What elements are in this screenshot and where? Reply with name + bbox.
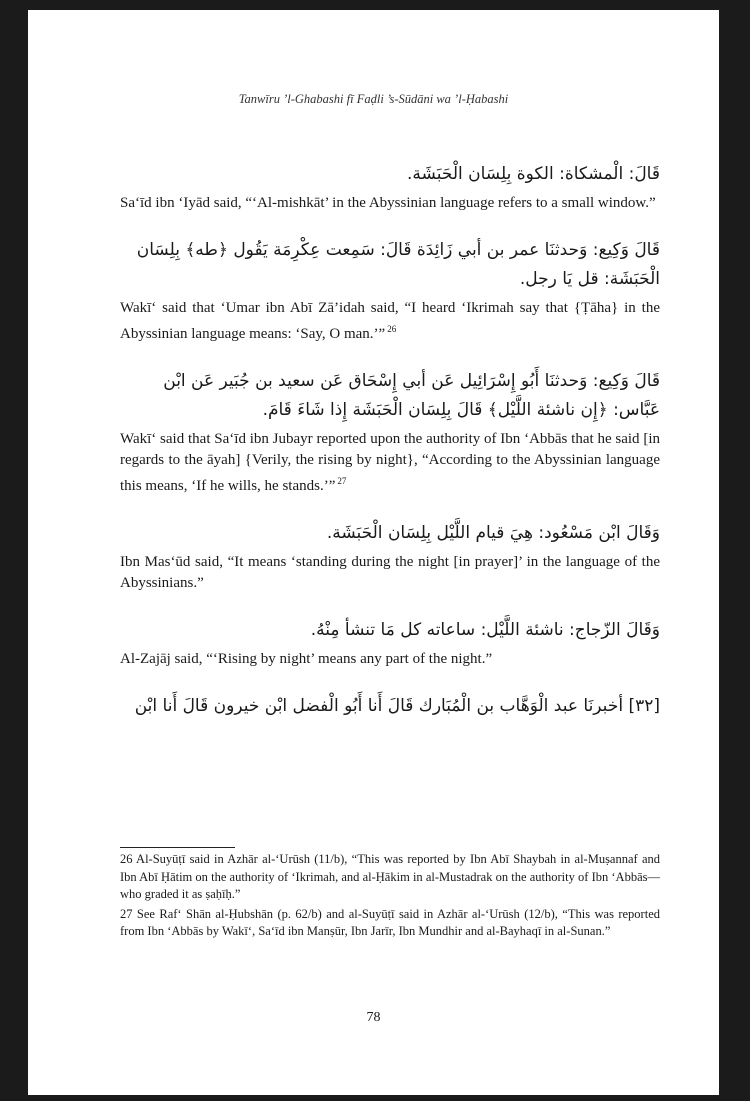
text-block xyxy=(120,236,660,345)
arabic-text: قَالَ وَكِيع: وَحدثنَا أَبُو إِسْرَائِيل عَن أبي إِسْحَاق عَن سعيد بن جُبَير عَن ابْن عَبَّاس: ﴿إِن ناشئة اللَّيْل﴾ قَالَ بِلِسَان الْحَبَشَة إِذا شَاءَ قَامَ. xyxy=(163,371,660,420)
arabic-text: قَالَ وَكِيع: وَحدثنَا عمر بن أبي زَائِدَة قَالَ: سَمِعت عِكْرِمَة يَقُول ﴿طه﴾ بِلِسَان الْحَبَشَة: قل يَا رجل. xyxy=(136,240,660,289)
english-translation: Sa‘īd ibn ‘Iyād said, “‘Al-mishkāt’ in the Abyssinian language refers to a small window.” xyxy=(120,195,656,211)
footnotes xyxy=(120,851,660,943)
arabic-text: وَقَالَ ابْن مَسْعُود: هِيَ قيام اللَّيْل بِلِسَان الْحَبَشَة. xyxy=(326,523,660,543)
page-number: 78 xyxy=(366,1010,381,1025)
text-block xyxy=(120,692,660,721)
book-page xyxy=(28,10,719,1095)
footnote-ref: 26 xyxy=(387,324,397,334)
text-block xyxy=(120,160,660,214)
english-translation: Ibn Mas‘ūd said, “It means ‘standing during the night [in prayer]’ in the language of the Abyssinians.” xyxy=(120,554,660,591)
footnote: 26 Al-Suyūṭī said in Azhār al-‘Urūsh (11/b), “This was reported by Ibn Abī Shaybah in al-Muṣannaf and Ibn Abī Ḥātim on the authority of ‘Ikrimah, and al-Ḥākim in al-Mustadrak on the authority of Ibn ‘Abbās—who graded it as ṣaḥīḥ.” xyxy=(120,852,660,901)
footnote: 27 See Raf‘ Shān al-Ḥubshān (p. 62/b) and al-Suyūṭī said in Azhār al-‘Urūsh (12/b), “This was reported from Ibn ‘Abbās by Wakī‘, Sa‘īd ibn Manṣūr, Ibn Jarīr, Ibn Mundhir and al-Bayhaqī in al-Sunan.” xyxy=(120,906,660,938)
running-header: Tanwīru ’l-Ghabashi fī Faḍli ’s-Sūdāni wa ’l-Ḥabashi xyxy=(238,92,509,106)
footnote-ref: 27 xyxy=(337,476,347,486)
main-text xyxy=(120,160,660,743)
text-block xyxy=(120,367,660,497)
footnote-separator xyxy=(120,847,235,848)
arabic-text: وَقَالَ الزّجاج: ناشئة اللَّيْل: ساعاته كل مَا تنشأ مِنْهُ. xyxy=(310,620,660,640)
arabic-text: قَالَ: الْمشكاة: الكوة بِلِسَان الْحَبَشَة. xyxy=(407,164,660,184)
text-block xyxy=(120,519,660,594)
english-translation xyxy=(120,429,660,497)
english-translation: Al-Zajāj said, “‘Rising by night’ means any part of the night.” xyxy=(120,651,493,667)
arabic-text: [٣٢] أخبرنَا عبد الْوَهَّاب بن الْمُبَارك قَالَ أَنا أَبُو الْفضل ابْن خيرون قَالَ أَنا ابْن xyxy=(134,696,660,716)
text-block xyxy=(120,616,660,670)
english-text: Wakī‘ said that Sa‘īd ibn Jubayr reported upon the authority of Ibn ‘Abbās that he said [in regards to the āyah] {Verily, the rising by night}, “According to the Abyssinian language this means, ‘If he wills, he stands.’” xyxy=(120,431,660,494)
english-text: Wakī‘ said that ‘Umar ibn Abī Zā’idah said, “I heard ‘Ikrimah say that {Ṭāha} in the Abyssinian language means: ‘Say, O man.’” xyxy=(120,300,660,342)
english-translation xyxy=(120,298,660,345)
